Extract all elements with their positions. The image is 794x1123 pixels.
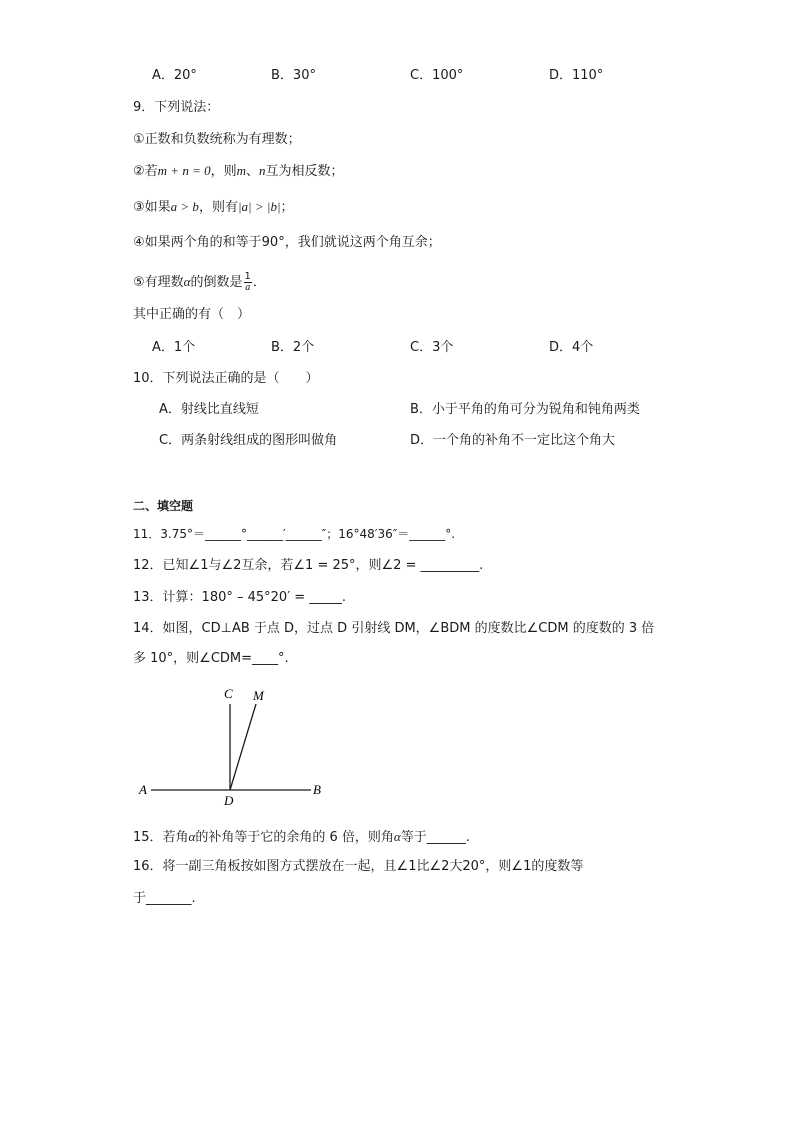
q16-line-2: 于_______. <box>133 891 196 906</box>
q15-mid: 的补角等于它的余角的 6 倍，则角 <box>195 830 394 845</box>
q9-ask: 其中正确的有（ ） <box>133 307 251 322</box>
label-a: A <box>139 782 147 797</box>
q8-option-b: B．30° <box>271 68 316 83</box>
q9-s5-mid: 的倒数是 <box>190 275 243 290</box>
q9-s3-expr2: |a| > |b| <box>237 199 281 214</box>
q8-option-c: C．100° <box>410 68 464 83</box>
q9-s5-alpha: α <box>183 274 191 289</box>
q9-option-a: A．1个 <box>152 340 196 355</box>
q10-option-c: C．两条射线组成的图形叫做角 <box>159 433 338 448</box>
q9-option-b: B．2个 <box>271 340 315 355</box>
q9-s2-mid: ，则 <box>210 164 237 179</box>
q12: 12．已知∠1与∠2互余，若∠1 = 25°，则∠2 = _________. <box>133 558 484 573</box>
q9-s5-fraction <box>244 272 252 293</box>
q9-s2-n: n <box>259 163 266 178</box>
q14-figure <box>135 680 335 810</box>
q9-statement-4: ④如果两个角的和等于90°，我们就说这两个角互余； <box>133 235 441 250</box>
label-b: B <box>313 782 321 797</box>
q9-statement-5 <box>133 270 266 295</box>
label-d: D <box>224 793 234 808</box>
q13: 13．计算：180° – 45°20′ = _____. <box>133 590 346 605</box>
q9-s3-expr1: a > b <box>170 199 199 214</box>
q9-s2-post: 互为相反数； <box>265 164 344 179</box>
section-heading-fill-in: 二、填空题 <box>133 499 194 513</box>
q9-s3-pre: ③如果 <box>133 200 171 215</box>
q14-line-2: 多 10°，则∠CDM=____°. <box>133 651 289 666</box>
q10-option-b: B．小于平角的角可分为锐角和钝角两类 <box>410 402 640 417</box>
q15-pre: 15．若角 <box>133 830 189 845</box>
q8-option-d: D．110° <box>549 68 604 83</box>
q15-alpha-2: α <box>393 829 401 844</box>
q11: 11．3.75°＝______°______′______″；16°48′36″＝______°. <box>133 527 456 541</box>
q9-option-c: C．3个 <box>410 340 454 355</box>
q9-s5-post: ． <box>252 275 266 290</box>
q9-statement-1: ①正数和负数统称为有理数； <box>133 132 301 147</box>
q9-s3-mid: ，则有 <box>198 200 238 215</box>
ray-dm <box>230 704 256 790</box>
q10-option-d: D．一个角的补角不一定比这个角大 <box>410 433 616 448</box>
q15 <box>133 828 470 847</box>
fraction-denominator: a <box>245 282 251 293</box>
q9-option-d: D．4个 <box>549 340 594 355</box>
q10-stem: 10．下列说法正确的是（ ） <box>133 371 319 386</box>
q9-s2-m: m <box>236 163 246 178</box>
label-m: M <box>253 688 264 703</box>
q16-line-1: 16．将一副三角板按如图方式摆放在一起，且∠1比∠2大20°，则∠1的度数等 <box>133 859 584 874</box>
q9-s2-pre: ②若 <box>133 164 158 179</box>
q9-stem: 9．下列说法： <box>133 100 220 115</box>
q9-statement-3 <box>133 198 294 217</box>
q9-statement-2 <box>133 162 344 181</box>
q15-post: 等于______. <box>400 830 470 845</box>
fraction-numerator: 1 <box>244 271 251 282</box>
q10-option-a: A．射线比直线短 <box>159 402 259 417</box>
q9-s3-post: ； <box>280 200 294 215</box>
q8-option-a: A．20° <box>152 68 197 83</box>
q15-alpha-1: α <box>188 829 196 844</box>
q9-s2-sep: 、 <box>246 164 260 179</box>
q9-s2-expr: m + n = 0 <box>157 163 211 178</box>
q9-s5-pre: ⑤有理数 <box>133 275 184 290</box>
q14-line-1: 14．如图，CD⊥AB 于点 D，过点 D 引射线 DM，∠BDM 的度数比∠CDM 的度数的 3 倍 <box>133 621 655 636</box>
label-c: C <box>224 686 233 701</box>
